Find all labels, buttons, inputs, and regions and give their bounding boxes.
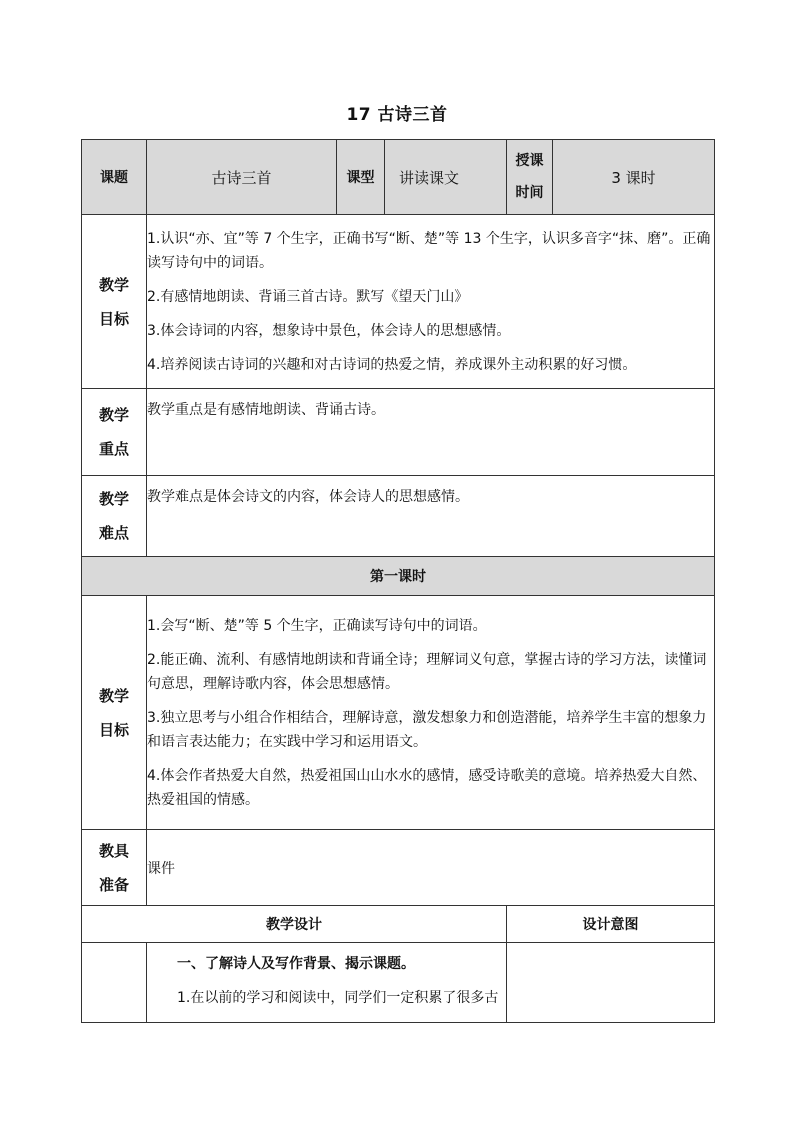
lesson1-objectives-row (82, 596, 715, 830)
time-label (507, 140, 553, 215)
lesson1-objective-item: 2.能正确、流利、有感情地朗读和背诵全诗；理解词义句意，掌握古诗的学习方法，读懂词句意思，理解诗歌内容，体会思想感情。 (147, 651, 707, 692)
lesson1-title: 第一课时 (82, 557, 715, 596)
tools-label-line1: 教具 (98, 841, 129, 860)
objectives-label (82, 215, 147, 389)
objectives-label-line2: 目标 (98, 309, 129, 328)
difficult-points-row (82, 476, 715, 557)
difficult-points-label-line1: 教学 (98, 490, 129, 508)
design-blank-cell (82, 943, 147, 1023)
lesson1-objectives-label-line2: 目标 (98, 720, 129, 739)
difficult-points-label (82, 476, 147, 557)
key-points-label-line1: 教学 (98, 406, 129, 424)
tools-label (82, 830, 147, 906)
design-column-header: 教学设计 (82, 906, 507, 943)
time-label-line1: 授课 (515, 153, 544, 169)
difficult-points-label-line2: 难点 (98, 524, 129, 542)
page-title: 17 古诗三首 (346, 105, 448, 125)
objectives-row (82, 215, 715, 389)
time-value: 3 课时 (553, 140, 715, 215)
lesson1-objectives-label-line1: 教学 (98, 686, 129, 705)
design-body-row (82, 943, 715, 1023)
difficult-points-text: 教学难点是体会诗文的内容，体会诗人的思想感情。 (147, 476, 715, 557)
lesson1-objective-item: 1.会写“断、楚”等 5 个生字，正确读写诗句中的词语。 (147, 617, 487, 634)
type-value: 讲读课文 (385, 140, 507, 215)
intent-content (507, 943, 715, 1023)
objective-item: 4.培养阅读古诗词的兴趣和对古诗词的热爱之情，养成课外主动积累的好习惯。 (147, 356, 637, 373)
lesson1-objective-item: 3.独立思考与小组合作相结合，理解诗意，激发想象力和创造潜能，培养学生丰富的想象力和语言表达能力；在实践中学习和运用语文。 (147, 709, 707, 750)
lesson1-objectives-content (147, 596, 715, 830)
tools-label-line2: 准备 (98, 875, 129, 894)
step-title: 一、了解诗人及写作背景、揭示课题。 (177, 956, 415, 972)
objective-item: 3.体会诗词的内容，想象诗中景色，体会诗人的思想感情。 (147, 322, 511, 339)
lesson1-title-row (82, 557, 715, 596)
objective-item: 1.认识“亦、宜”等 7 个生字，正确书写“断、楚”等 13 个生字，认识多音字“抹、磨”。正确读写诗句中的词语。 (147, 230, 711, 271)
intent-column-header: 设计意图 (507, 906, 715, 943)
lesson1-objectives-label (82, 596, 147, 830)
key-points-text: 教学重点是有感情地朗读、背诵古诗。 (147, 389, 715, 476)
lesson-plan-table (81, 139, 715, 1023)
key-points-row (82, 389, 715, 476)
objectives-label-line1: 教学 (98, 275, 129, 294)
lesson1-objective-item: 4.体会作者热爱大自然，热爱祖国山山水水的感情，感受诗歌美的意境。培养热爱大自然、热爱祖国的情感。 (147, 767, 707, 808)
topic-label: 课题 (82, 140, 147, 215)
objective-item: 2.有感情地朗读、背诵三首古诗。默写《望天门山》 (147, 288, 469, 305)
type-label: 课型 (337, 140, 385, 215)
tools-row (82, 830, 715, 906)
time-label-line2: 时间 (515, 185, 544, 201)
topic-value: 古诗三首 (147, 140, 337, 215)
key-points-label-line2: 重点 (98, 440, 129, 458)
objectives-content (147, 215, 715, 389)
tools-text: 课件 (147, 830, 715, 906)
key-points-label (82, 389, 147, 476)
header-row (82, 140, 715, 215)
design-content (147, 943, 507, 1023)
design-header-row (82, 906, 715, 943)
step-text: 1.在以前的学习和阅读中，同学们一定积累了很多古 (177, 990, 499, 1006)
